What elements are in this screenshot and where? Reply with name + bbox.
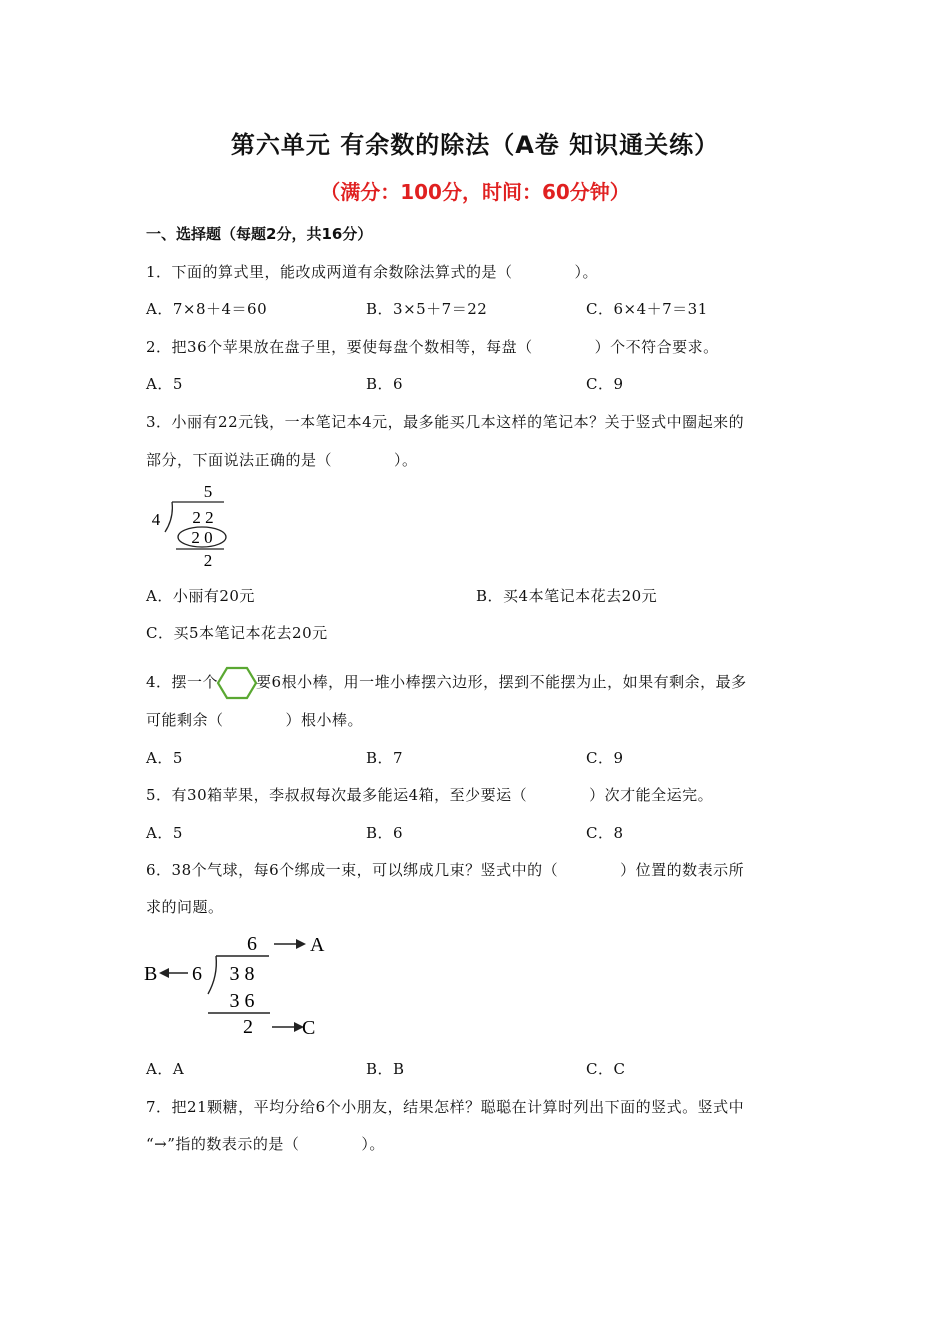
- q5-option-c: C．8: [586, 824, 624, 842]
- hexagon-icon: [216, 666, 258, 700]
- question-6-line-1: 6．38个气球，每6个绑成一束，可以绑成几束？竖式中的（ ）位置的数表示所: [146, 861, 745, 879]
- fig2-arrow-a-head: [296, 939, 306, 949]
- fig1-bracket: [165, 502, 172, 532]
- q4-option-b: B．7: [366, 749, 404, 767]
- question-4-line-2: 可能剩余（ ）根小棒。: [146, 711, 364, 729]
- section-heading: 一、选择题（每题2分，共16分）: [146, 225, 373, 243]
- fig2-dividend: 3 8: [229, 963, 255, 985]
- q6-option-b: B．B: [366, 1060, 405, 1078]
- fig1-product: 2 0: [191, 528, 213, 547]
- fig2-divisor: 6: [192, 963, 202, 985]
- q4-text-before-hexagon: 4．摆一个: [146, 673, 219, 691]
- q1-option-b: B．3×5＋7＝22: [366, 300, 488, 318]
- page-title: 第六单元 有余数的除法（A卷 知识通关练）: [230, 131, 720, 159]
- question-6-line-2: 求的问题。: [146, 898, 224, 916]
- fig2-bracket: [208, 956, 216, 994]
- division-figure-1: [146, 480, 246, 570]
- question-5: 5．有30箱苹果，李叔叔每次最多能运4箱，至少要运（ ）次才能全运完。: [146, 786, 714, 804]
- q3-option-c: C．买5本笔记本花去20元: [146, 624, 328, 642]
- fig1-dividend: 2 2: [192, 508, 214, 527]
- question-2: 2．把36个苹果放在盘子里，要使每盘个数相等，每盘（ ）个不符合要求。: [146, 338, 719, 356]
- fig2-label-a: A: [310, 934, 325, 956]
- question-7-line-2: “→”指的数表示的是（ ）。: [146, 1135, 385, 1153]
- q4-option-a: A．5: [146, 749, 183, 767]
- q2-option-c: C．9: [586, 375, 624, 393]
- q2-option-a: A．5: [146, 375, 183, 393]
- q4-text-after-hexagon: 要6根小棒，用一堆小棒摆六边形，摆到不能摆为止，如果有剩余，最多: [256, 673, 747, 691]
- fig2-label-c: C: [302, 1017, 316, 1039]
- q3-option-a: A．小丽有20元: [146, 587, 255, 605]
- q3-option-b: B．买4本笔记本花去20元: [476, 587, 658, 605]
- question-1: 1．下面的算式里，能改成两道有余数除法算式的是（ ）。: [146, 263, 599, 281]
- question-7-line-1: 7．把21颗糖，平均分给6个小朋友，结果怎样？聪聪在计算时列出下面的竖式。竖式中: [146, 1098, 745, 1116]
- q1-option-a: A．7×8＋4＝60: [146, 300, 268, 318]
- page-subtitle: （满分：100分，时间：60分钟）: [320, 180, 630, 204]
- q5-option-b: B．6: [366, 824, 404, 842]
- fig1-remainder: 2: [203, 551, 213, 570]
- q6-option-a: A．A: [146, 1060, 185, 1078]
- fig2-remainder: 2: [243, 1016, 253, 1038]
- fig2-label-b: B: [144, 963, 158, 985]
- q5-option-a: A．5: [146, 824, 183, 842]
- division-figure-2: [144, 928, 334, 1040]
- question-3-line-2: 部分，下面说法正确的是（ ）。: [146, 451, 418, 469]
- question-3-line-1: 3．小丽有22元钱，一本笔记本4元，最多能买几本这样的笔记本？关于竖式中圈起来的: [146, 413, 745, 431]
- question-4-line-1: [146, 666, 747, 700]
- fig1-divisor: 4: [151, 510, 161, 529]
- q1-option-c: C．6×4＋7＝31: [586, 300, 708, 318]
- q6-option-c: C．C: [586, 1060, 626, 1078]
- fig2-quotient: 6: [247, 933, 257, 955]
- q2-option-b: B．6: [366, 375, 404, 393]
- q4-option-c: C．9: [586, 749, 624, 767]
- fig2-product: 3 6: [229, 990, 255, 1012]
- fig1-quotient: 5: [203, 482, 213, 501]
